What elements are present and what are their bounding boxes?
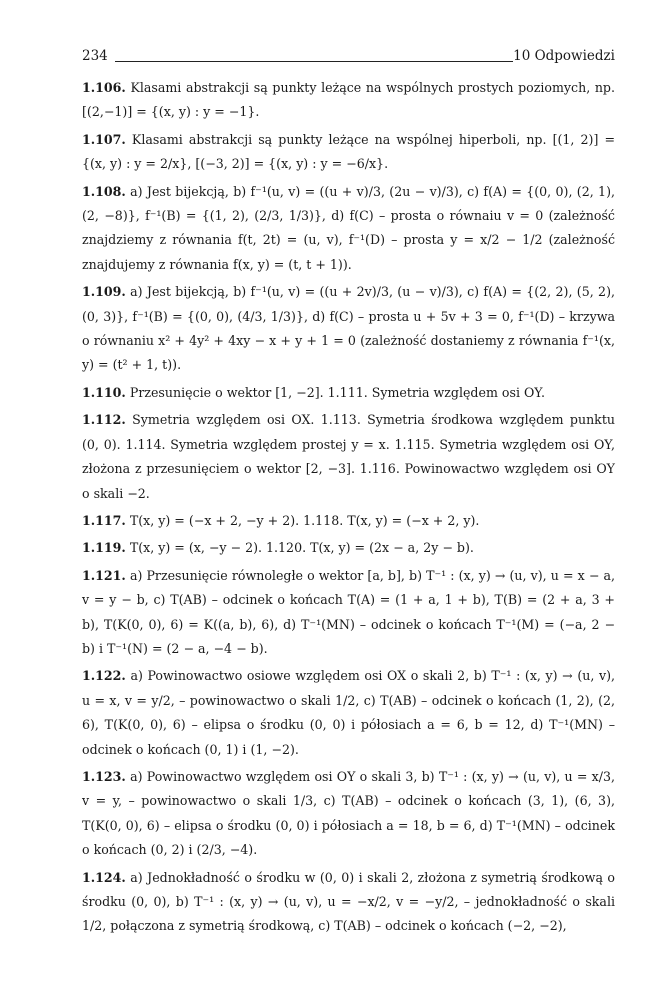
answer-entry [82, 509, 615, 533]
answer-number: 1.107. [82, 131, 126, 147]
answer-entry [82, 381, 615, 405]
answer-entry [82, 564, 615, 662]
answer-entry [82, 180, 615, 278]
answer-text: T(x, y) = (x, −y − 2). 1.120. T(x, y) = (2x − a, 2y − b). [129, 540, 474, 556]
answer-number: 1.117. [82, 512, 126, 528]
answer-entry [82, 76, 615, 125]
answer-text: T(x, y) = (−x + 2, −y + 2). 1.118. T(x, y) = (−x + 2, y). [129, 512, 480, 528]
answer-number: 1.121. [82, 567, 126, 583]
chapter-title: 10 Odpowiedzi [513, 48, 615, 64]
answer-text: Klasami abstrakcji są punkty leżące na wspólnej hiperboli, np. [(1, 2)] = {(x, y) : y = 2/x}, [(−3, 2)] = {(x, y) : y = −6/x}. [82, 131, 615, 172]
answer-text: a) Jest bijekcją, b) f⁻¹(u, v) = ((u + 2v)/3, (u − v)/3), c) f(A) = {(2, 2), (5, 2), (0, 3)}, f⁻¹(B) = {(0, 0), (4/3, 1/3)}, d) f(C) – prosta u + 5v + 3 = 0, f⁻¹(D) – krzywa o równaniu x² + 4y² + 4xy − x + y + 1 = 0 (zależność dostaniemy z równania f⁻¹(x, y) = (t² + 1, t)). [82, 284, 615, 373]
answer-number: 1.106. [82, 80, 126, 95]
answer-number: 1.112. [82, 412, 126, 428]
page-number: 234 [82, 48, 108, 64]
running-header [82, 48, 615, 66]
answer-entry [82, 280, 615, 378]
answer-number: 1.122. [82, 668, 126, 684]
answer-entry [82, 128, 615, 177]
answer-text: Symetria względem osi OX. 1.113. Symetria środkowa względem punktu (0, 0). 1.114. Symetria względem prostej y = x. 1.115. Symetria względem osi OY, złożona z przesunięciem o wektor [2, −3]. 1.116. Powinowactwo względem osi OY o skali −2. [82, 412, 615, 501]
answer-number: 1.109. [82, 284, 126, 300]
answer-entry [82, 866, 615, 939]
answer-text: a) Jednokładność o środku w (0, 0) i skali 2, złożona z symetrią środkową o środku (0, 0), b) T⁻¹ : (x, y) → (u, v), u = −x/2, v = −y/2, – jednokładność o skali 1/2, połączona z symetrią środkową, c) T(AB) – odcinek o końcach (−2, −2), [82, 869, 615, 934]
answer-entry [82, 765, 615, 863]
answer-entry [82, 536, 615, 560]
answer-entry [82, 664, 615, 762]
answers-text [82, 76, 615, 942]
answer-number: 1.110. [82, 384, 126, 400]
answer-text: a) Przesunięcie równoległe o wektor [a, b], b) T⁻¹ : (x, y) → (u, v), u = x − a, v = y − b, c) T(AB) – odcinek o końcach T(A) = (1 + a, 1 + b), T(B) = (2 + a, 3 + b), T(K(0, 0), 6) = K((a, b), 6), d) T⁻¹(MN) – odcinek o końcach T⁻¹(M) = (−a, 2 − b) i T⁻¹(N) = (2 − a, −4 − b). [82, 567, 615, 656]
answer-number: 1.119. [82, 540, 126, 556]
answer-text: Przesunięcie o wektor [1, −2]. 1.111. Symetria względem osi OY. [129, 384, 545, 400]
answer-text: a) Powinowactwo względem osi OY o skali 3, b) T⁻¹ : (x, y) → (u, v), u = x/3, v = y, – powinowactwo o skali 1/3, c) T(AB) – odcinek o końcach (3, 1), (6, 3), T(K(0, 0), 6) – elipsa o środku (0, 0) i półosiach a = 18, b = 6, d) T⁻¹(MN) – odcinek o końcach (0, 2) i (2/3, −4). [82, 768, 615, 858]
answer-entry [82, 408, 615, 506]
answer-number: 1.108. [82, 183, 126, 199]
answer-number: 1.124. [82, 869, 126, 885]
answer-text: a) Jest bijekcją, b) f⁻¹(u, v) = ((u + v)/3, (2u − v)/3), c) f(A) = {(0, 0), (2, 1), (2, −8)}, f⁻¹(B) = {(1, 2), (2/3, 1/3)}, d) f(C) – prosta o równaiu v = 0 (zależność znajdziemy z równania f(t, 2t) = (u, v), f⁻¹(D) – prosta y = x/2 − 1/2 (zależność znajdujemy z równania f(x, y) = (t, t + 1)). [82, 183, 615, 272]
answer-text: Klasami abstrakcji są punkty leżące na wspólnych prostych poziomych, np. [(2,−1)] = {(x, y) : y = −1}. [82, 80, 615, 120]
header-rule [115, 61, 513, 62]
answer-text: a) Powinowactwo osiowe względem osi OX o skali 2, b) T⁻¹ : (x, y) → (u, v), u = x, v = y/2, – powinowactwo o skali 1/2, c) T(AB) – odcinek o końcach (1, 2), (2, 6), T(K(0, 0), 6) – elipsa o środku (0, 0) i półosiach a = 6, b = 12, d) T⁻¹(MN) – odcinek o końcach (0, 1) i (1, −2). [82, 668, 615, 757]
answer-number: 1.123. [82, 768, 126, 784]
